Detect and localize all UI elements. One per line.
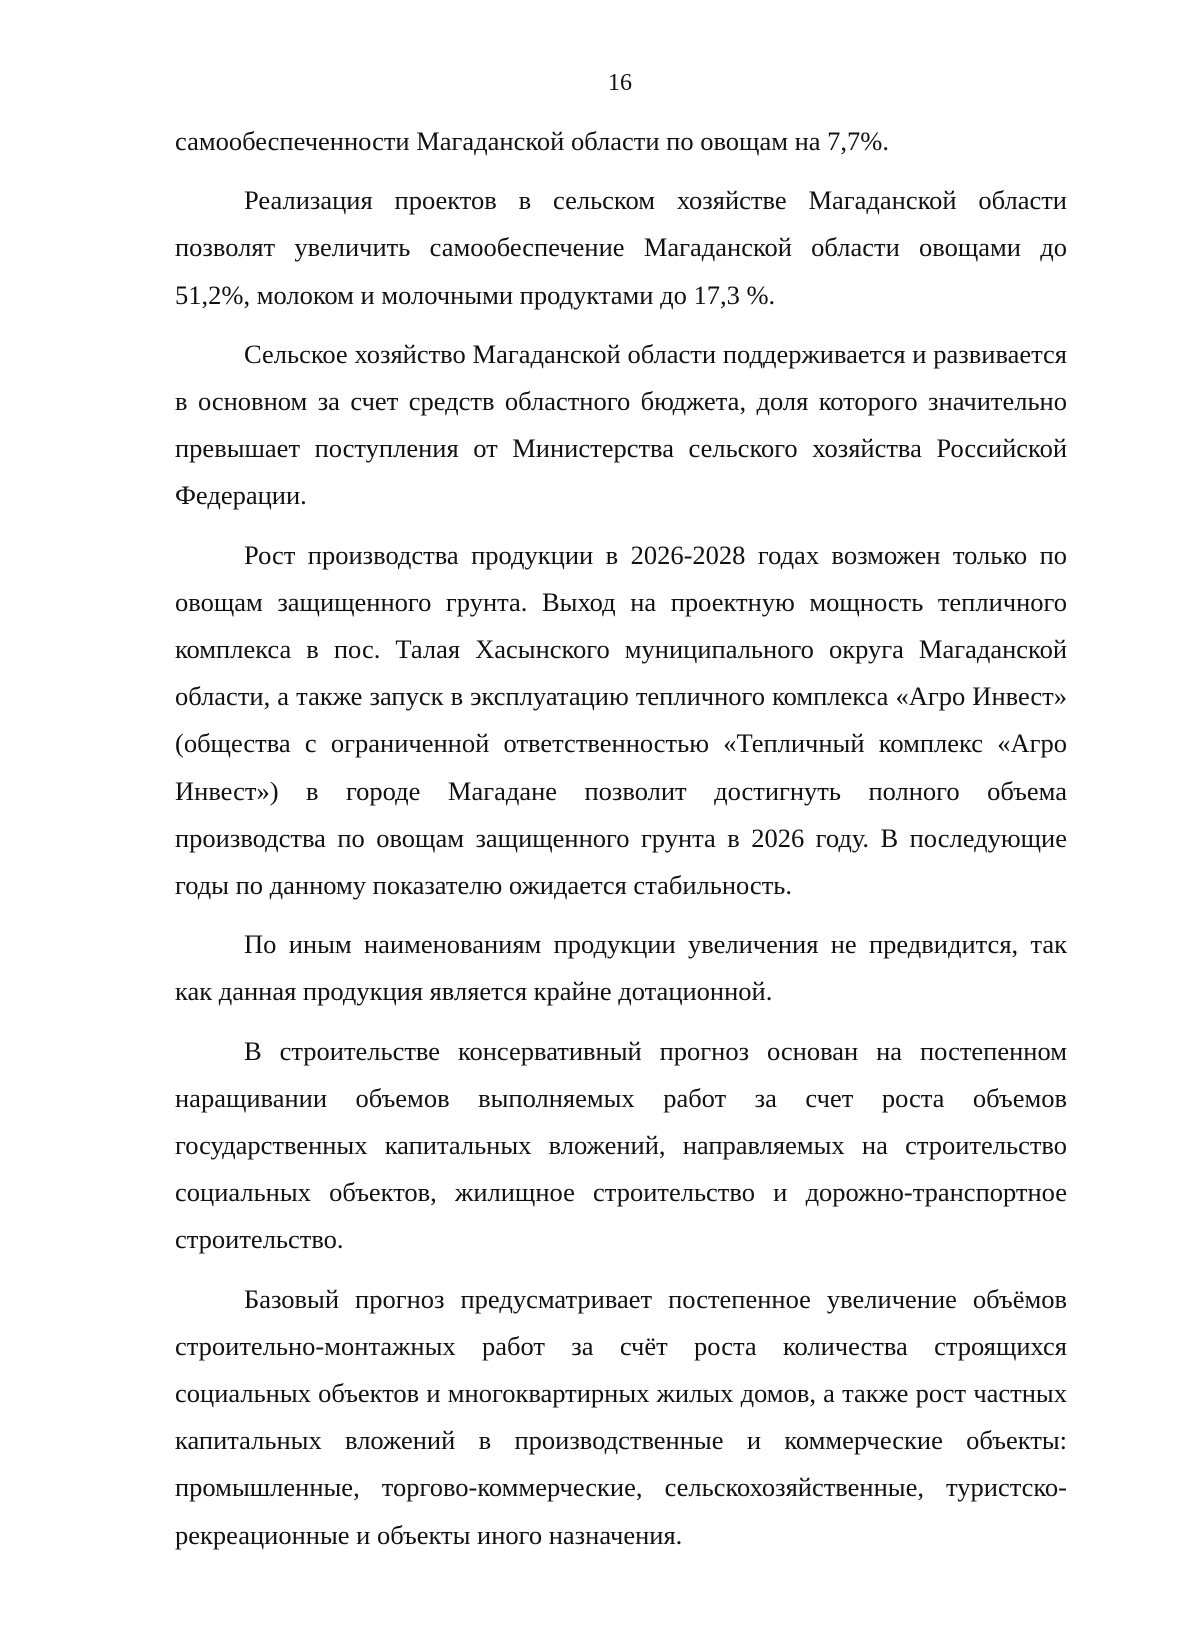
paragraph-6: В строительстве консервативный прогноз основан на постепенном наращивании объемов выполняемых работ за счет роста объемов государственных капитальных вложений, направляемых на строительство социальных объектов, жилищное строительство и дорожно-транспортное строительство. [175,1035,1067,1255]
page-number: 16 [608,70,632,96]
document-body [175,118,1067,1571]
paragraph-5: По иным наименованиям продукции увеличения не предвидится, так как данная продукция является крайне дотационной. [175,929,1067,1007]
paragraph-2: Реализация проектов в сельском хозяйстве Магаданской области позволят увеличить самообеспечение Магаданской области овощами до 51,2%, молоком и молочными продуктами до 17,3 %. [175,185,1067,310]
paragraph-7: Базовый прогноз предусматривает постепенное увеличение объёмов строительно-монтажных работ за счёт роста количества строящихся социальных объектов и многоквартирных жилых домов, а также рост частных капитальных вложений в производственные и коммерческие объекты: промышленные, торгово-коммерческие, сельскохозяйственные, туристско-рекреационные и объекты иного назначения. [175,1283,1067,1550]
paragraph-1: самообеспеченности Магаданской области по овощам на 7,7%. [175,126,890,156]
paragraph-3: Сельское хозяйство Магаданской области поддерживается и развивается в основном за счет средств областного бюджета, доля которого значительно превышает поступления от Министерства сельского хозяйства Российской Федерации. [175,338,1067,511]
paragraph-4: Рост производства продукции в 2026-2028 годах возможен только по овощам защищенного грунта. Выход на проектную мощность тепличного комплекса в пос. Талая Хасынского муниципального округа Магаданской области, а также запуск в эксплуатацию тепличного комплекса «Агро Инвест» (общества с ограниченной ответственностью «Тепличный комплекс «Агро Инвест») в городе Магадане позволит достигнуть полного объема производства по овощам защищенного грунта в 2026 году. В последующие годы по данному показателю ожидается стабильность. [175,539,1067,901]
